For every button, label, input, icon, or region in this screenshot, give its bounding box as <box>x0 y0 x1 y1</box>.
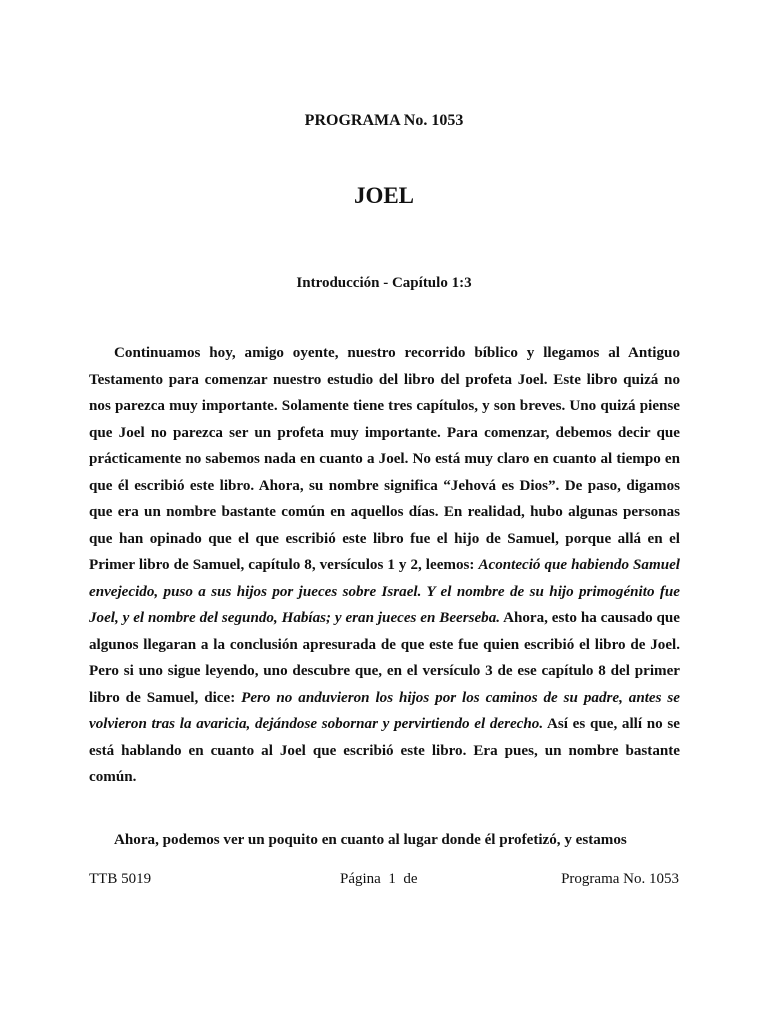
footer-document-code: TTB 5019 <box>89 871 152 887</box>
footer-program-number: Programa No. 1053 <box>561 871 679 887</box>
program-title: PROGRAMA No. 1053 <box>304 112 464 129</box>
paragraph-1-text-a: Continuamos hoy, amigo oyente, nuestro recorrido bíblico y llegamos al Antiguo Testamento para comenzar nuestro estudio del libro del profeta Joel. Este libro quizá no nos parezca muy importante. Solamente tiene tres capítulos, y son breves. Uno quizá piense que Joel no parezca ser un profeta muy importante. Para comenzar, debemos decir que prácticamente no sabemos nada en cuanto a Joel. No está muy claro en cuanto al tiempo en que él escribió este libro. Ahora, su nombre significa “Jehová es Dios”. De paso, digamos que era un nombre bastante común en aquellos días. En realidad, hubo algunas personas que han opinado que el que escribió este libro fue el hijo de Samuel, porque allá en el Primer libro de Samuel, capítulo 8, versículos 1 y 2, leemos: <box>89 345 680 573</box>
footer-page-number: Página 1 de <box>340 871 418 887</box>
bible-quote-1: Aconteció que habiendo Samuel envejecido, puso a sus hijos por jueces sobre Israel. Y el nombre de su hijo primogénito fue Joel, y el nombre del segundo, Habías; y eran jueces en Beerseba. <box>89 557 680 626</box>
chapter-subtitle: Introducción - Capítulo 1:3 <box>296 275 472 291</box>
bible-quote-2: Pero no anduvieron los hijos por los caminos de su padre, antes se volvieron tras la avaricia, dejándose sobornar y pervirtiendo el derecho. <box>89 689 680 732</box>
paragraph-1-text-c: Así es que, allí no se está hablando en cuanto al Joel que escribió este libro. Era pues, un nombre bastante común. <box>89 716 680 785</box>
body-paragraph-2 <box>89 827 680 854</box>
paragraph-2-text: Ahora, podemos ver un poquito en cuanto al lugar donde él profetizó, y estamos <box>114 832 627 848</box>
paragraph-1-text-b: Ahora, esto ha causado que algunos llegaran a la conclusión apresurada de que este fue quien escribió el libro de Joel. Pero si uno sigue leyendo, uno descubre que, en el versículo 3 de ese capítulo 8 del primer libro de Samuel, dice: <box>89 610 680 706</box>
book-title: JOEL <box>353 183 415 208</box>
body-paragraph-1 <box>89 340 680 791</box>
